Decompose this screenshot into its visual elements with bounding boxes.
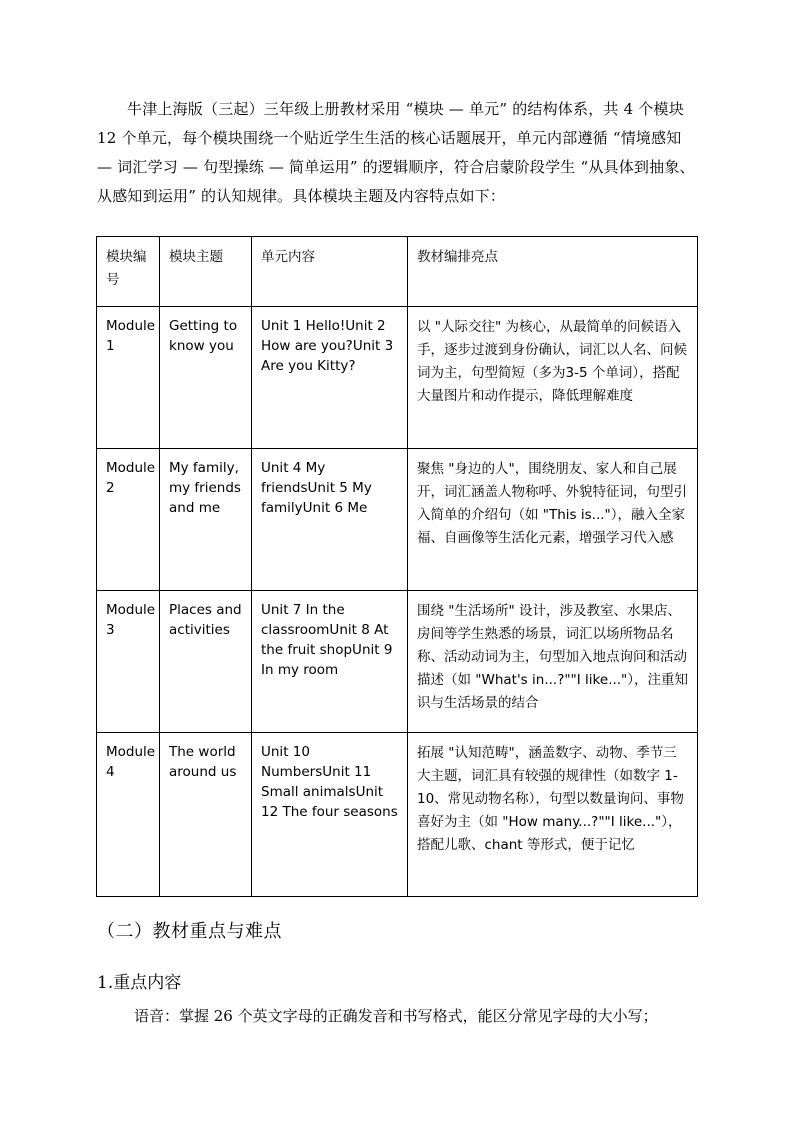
highlight-cell: 围绕 "生活场所" 设计，涉及教室、水果店、房间等学生熟悉的场景，词汇以场所物品名称、活动动词为主，句型加入地点询问和活动描述（如 "What's in...?""I like..."），注重知识与生活场景的结合 bbox=[408, 591, 698, 733]
header-unit-content: 单元内容 bbox=[252, 237, 408, 307]
module-theme-cell: Places and activities bbox=[160, 591, 252, 733]
unit-content-cell: Unit 4 My friendsUnit 5 My familyUnit 6 Me bbox=[252, 449, 408, 591]
table-row bbox=[97, 449, 698, 591]
module-theme-cell: Getting to know you bbox=[160, 307, 252, 449]
table-row bbox=[97, 591, 698, 733]
module-number-cell: Module 3 bbox=[97, 591, 160, 733]
module-number-cell: Module 1 bbox=[97, 307, 160, 449]
table-header-row bbox=[97, 237, 698, 307]
unit-content-cell: Unit 1 Hello!Unit 2 How are you?Unit 3 Are you Kitty? bbox=[252, 307, 408, 449]
unit-content-cell: Unit 7 In the classroomUnit 8 At the fruit shopUnit 9 In my room bbox=[252, 591, 408, 733]
unit-content-cell: Unit 10 NumbersUnit 11 Small animalsUnit 12 The four seasons bbox=[252, 733, 408, 897]
header-module-number: 模块编号 bbox=[97, 237, 160, 307]
section-heading: （二）教材重点与难点 bbox=[97, 921, 282, 942]
intro-paragraph: 牛津上海版（三起）三年级上册教材采用 “模块 — 单元” 的结构体系，共 4 个模块 12 个单元，每个模块围绕一个贴近学生生活的核心话题展开，单元内部遵循 “情境感知 — 词汇学习 — 句型操练 — 简单运用” 的逻辑顺序，符合启蒙阶段学生 “从具体到抽象、从感知到运用” 的认知规律。具体模块主题及内容特点如下： bbox=[97, 100, 695, 205]
body-paragraph: 语音：掌握 26 个英文字母的正确发音和书写格式，能区分常见字母的大小写； bbox=[134, 1007, 658, 1025]
header-module-theme: 模块主题 bbox=[160, 237, 252, 307]
module-theme-cell: My family, my friends and me bbox=[160, 449, 252, 591]
table-row bbox=[97, 307, 698, 449]
header-highlights: 教材编排亮点 bbox=[408, 237, 698, 307]
module-table bbox=[96, 236, 698, 897]
highlight-cell: 拓展 "认知范畴"，涵盖数字、动物、季节三大主题，词汇具有较强的规律性（如数字 1-10、常见动物名称），句型以数量询问、事物喜好为主（如 "How many...?""I like..."），搭配儿歌、chant 等形式，便于记忆 bbox=[408, 733, 698, 897]
highlight-cell: 以 "人际交往" 为核心，从最简单的问候语入手，逐步过渡到身份确认，词汇以人名、问候词为主，句型简短（多为3-5 个单词），搭配大量图片和动作提示，降低理解难度 bbox=[408, 307, 698, 449]
highlight-cell: 聚焦 "身边的人"，围绕朋友、家人和自己展开，词汇涵盖人物称呼、外貌特征词，句型引入简单的介绍句（如 "This is..."），融入全家福、自画像等生活化元素，增强学习代入感 bbox=[408, 449, 698, 591]
module-number-cell: Module 2 bbox=[97, 449, 160, 591]
module-theme-cell: The world around us bbox=[160, 733, 252, 897]
module-number-cell: Module 4 bbox=[97, 733, 160, 897]
subsection-heading: 1.重点内容 bbox=[97, 973, 182, 993]
table-row bbox=[97, 733, 698, 897]
